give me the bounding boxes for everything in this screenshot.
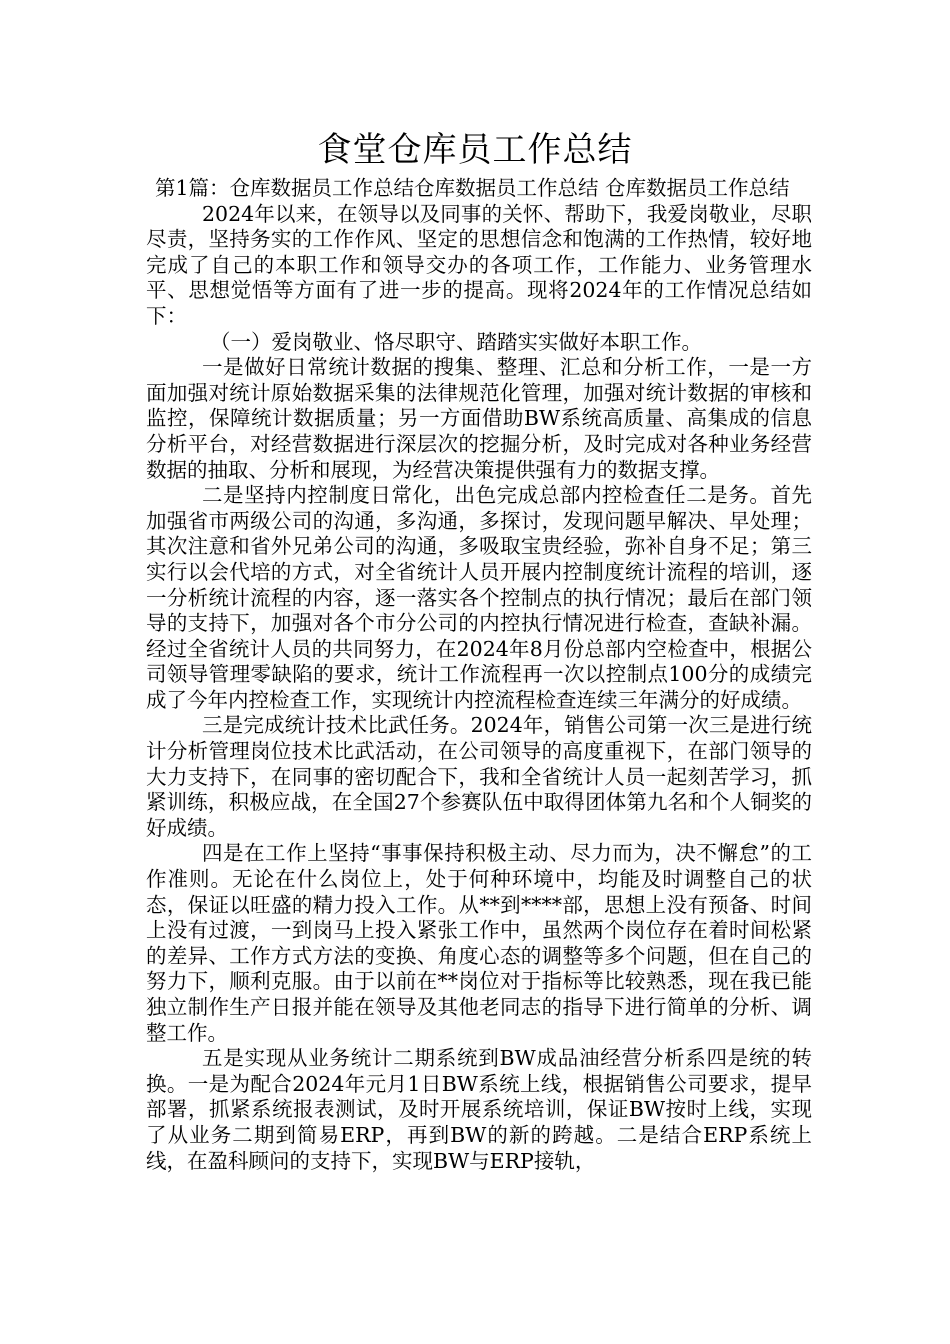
paragraph-intro: 2024年以来，在领导以及同事的关怀、帮助下，我爱岗敬业，尽职尽责，坚持务实的工作作风、坚定的思想信念和饱满的工作热情，较好地完成了自己的本职工作和领导交办的各项工作，工作能力、业务管理水平、思想觉悟等方面有了进一步的提高。现将2024年的工作情况总结如下：: [146, 201, 812, 328]
paragraph-item-2: 二是坚持内控制度日常化，出色完成总部内控检查任二是务。首先加强省市两级公司的沟通，多沟通，多探讨，发现问题早解决、早处理；其次注意和省外兄弟公司的沟通，多吸取宝贵经验，弥补自身不足；第三实行以会代培的方式，对全省统计人员开展内控制度统计流程的培训，逐一分析统计流程的内容，逐一落实各个控制点的执行情况；最后在部门领导的支持下，加强对各个市分公司的内控执行情况进行检查，查缺补漏。经过全省统计人员的共同努力，在2024年8月份总部内空检查中，根据公司领导管理零缺陷的要求，统计工作流程再一次以控制点100分的成绩完成了今年内控检查工作，实现统计内控流程检查连续三年满分的好成绩。: [146, 483, 812, 712]
paragraph-section-heading: （一）爱岗敬业、恪尽职守、踏踏实实做好本职工作。: [210, 329, 702, 354]
paragraph-item-4: 四是在工作上坚持“事事保持积极主动、尽力而为，决不懈怠”的工作准则。无论在什么岗位上，处于何种环境中，均能及时调整自己的状态，保证以旺盛的精力投入工作。从**到****部，思想上没有预备、时间上没有过渡，一到岗马上投入紧张工作中，虽然两个岗位存在着时间松紧的差异、工作方式方法的变换、角度心态的调整等多个问题，但在自己的努力下，顺利克服。由于以前在**岗位对于指标等比较熟悉，现在我已能独立制作生产日报并能在领导及其他老同志的指导下进行简单的分析、调整工作。: [146, 841, 812, 1045]
document-subtitle: 第1篇：仓库数据员工作总结仓库数据员工作总结 仓库数据员工作总结: [155, 176, 790, 200]
document-body: [146, 176, 812, 1174]
paragraph-item-1: 一是做好日常统计数据的搜集、整理、汇总和分析工作，一是一方面加强对统计原始数据采集的法律规范化管理，加强对统计数据的审核和监控，保障统计数据质量；另一方面借助BW系统高质量、高集成的信息分析平台，对经营数据进行深层次的挖掘分析，及时完成对各种业务经营数据的抽取、分析和展现，为经营决策提供强有力的数据支撑。: [146, 355, 812, 482]
paragraph-item-5: 五是实现从业务统计二期系统到BW成品油经营分析系四是统的转换。一是为配合2024年元月1日BW系统上线，根据销售公司要求，提早部署，抓紧系统报表测试，及时开展系统培训，保证BW按时上线，实现了从业务二期到简易ERP，再到BW的新的跨越。二是结合ERP系统上线，在盈科顾问的支持下，实现BW与ERP接轨，: [146, 1046, 812, 1173]
document-title: 食堂仓库员工作总结: [317, 130, 633, 170]
paragraph-item-3: 三是完成统计技术比武任务。2024年，销售公司第一次三是进行统计分析管理岗位技术比武活动，在公司领导的高度重视下，在部门领导的大力支持下，在同事的密切配合下，我和全省统计人员一起刻苦学习，抓紧训练，积极应战，在全国27个参赛队伍中取得团体第九名和个人铜奖的好成绩。: [146, 713, 812, 840]
